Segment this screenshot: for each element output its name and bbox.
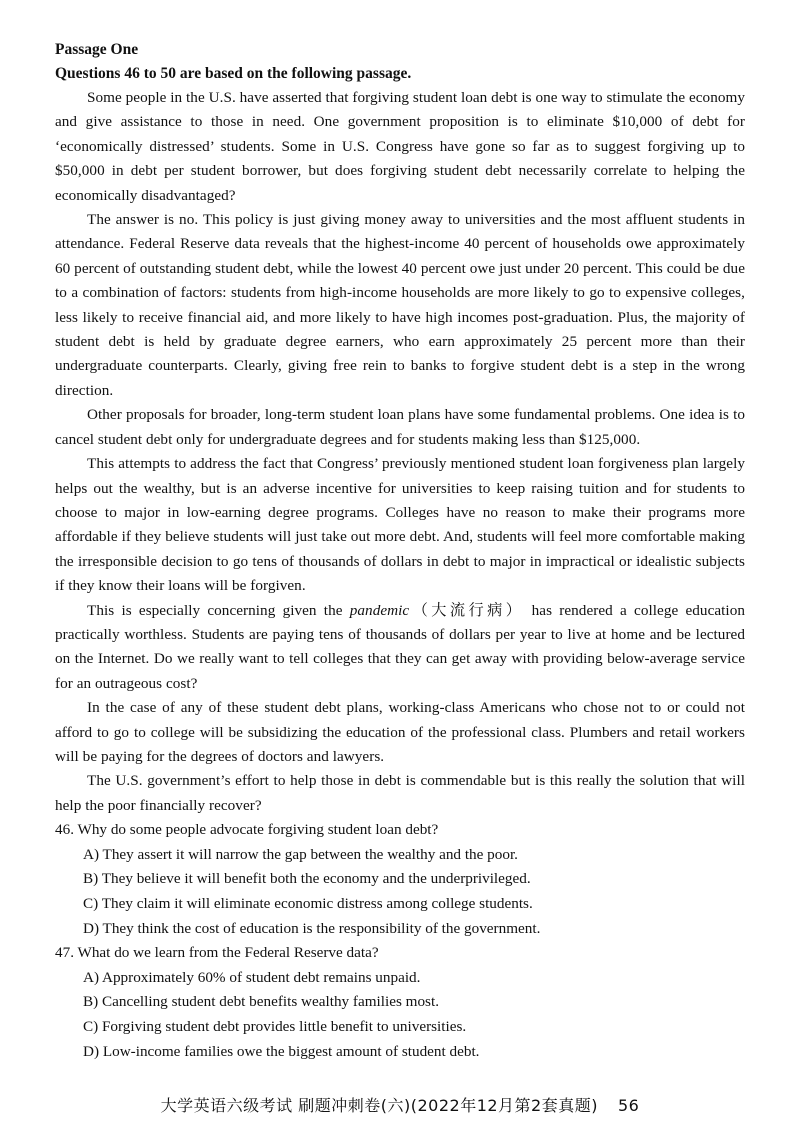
question-46-option-a: A) They assert it will narrow the gap between the wealthy and the poor. xyxy=(83,845,518,863)
question-47 xyxy=(55,941,745,1064)
passage-instruction: Questions 46 to 50 are based on the following passage. xyxy=(55,65,412,82)
question-47-option-b: B) Cancelling student debt benefits wealthy families most. xyxy=(83,993,439,1011)
paragraph-1: Some people in the U.S. have asserted that forgiving student loan debt is one way to stimulate the economy and give assistance to those in need. One government proposition is to eliminate $10,000 of debt for ‘economically distressed’ students. Some in U.S. Congress have gone so far as to suggest forgiving up to $50,000 in debt per student borrower, but does forgiving student debt necessarily correlate to helping the economically disadvantaged? xyxy=(55,89,745,204)
paragraph-7: The U.S. government’s effort to help those in debt is commendable but is this really the solution that will help the poor financially recover? xyxy=(55,772,745,814)
question-46-stem: 46. Why do some people advocate forgiving student loan debt? xyxy=(55,821,439,839)
page-number: 56 xyxy=(617,1096,640,1115)
paragraph-5-term: pandemic xyxy=(349,601,410,619)
question-47-stem: 47. What do we learn from the Federal Reserve data? xyxy=(55,944,379,962)
paragraph-4: This attempts to address the fact that Congress’ previously mentioned student loan forgiveness plan largely helps out the wealthy, but is an adverse incentive for universities to keep raising tuition and for students to choose to major in low-earning degree programs. Colleges have no reason to make their programs more affordable if they believe students will just take out more debt. And, students will feel more comfortable making the irresponsible decision to go tens of thousands of dollars in debt to major in impractical or idealistic subjects if they know their loans will be forgiven. xyxy=(55,455,745,595)
page-footer xyxy=(0,1093,800,1116)
passage-title: Passage One xyxy=(55,41,139,58)
paragraph-5 xyxy=(55,599,745,697)
footer-title: 大学英语六级考试 刷题冲刺卷(六)(2022年12月第2套真题) xyxy=(160,1096,598,1115)
question-47-option-a: A) Approximately 60% of student debt remains unpaid. xyxy=(83,968,421,986)
question-47-option-d: D) Low-income families owe the biggest amount of student debt. xyxy=(83,1042,480,1060)
content-area xyxy=(55,38,745,1064)
question-47-option-c: C) Forgiving student debt provides little benefit to universities. xyxy=(83,1017,467,1035)
paragraph-2: The answer is no. This policy is just giving money away to universities and the most affluent students in attendance. Federal Reserve data reveals that the highest-income 40 percent of households owe approximately 60 percent of outstanding student debt, while the lowest 40 percent owe just under 20 percent. This could be due to a combination of factors: students from high-income households are more likely to go to expensive colleges, less likely to receive financial aid, and more likely to have high incomes post-graduation. Plus, the majority of student debt is held by graduate degree earners, who earn approximately 25 percent more than their undergraduate counterparts. Clearly, giving free rein to banks to forgive student debt is a step in the wrong direction. xyxy=(55,211,745,399)
paragraph-6: In the case of any of these student debt plans, working-class Americans who chose not to or could not afford to go to college will be subsidizing the education of the professional class. Plumbers and retail workers will be paying for the degrees of doctors and lawyers. xyxy=(55,699,745,765)
question-46-option-d: D) They think the cost of education is the responsibility of the government. xyxy=(83,919,541,937)
paragraph-5-gloss: （大流行病） xyxy=(409,601,525,619)
paragraph-5-after: has rendered a college education practically worthless. Students are paying tens of thousands of dollars per year to live at home and be lectured on the Internet. Do we really want to tell colleges that they can get away with providing below-average service for an outrageous cost? xyxy=(55,601,745,692)
question-46-option-c: C) They claim it will eliminate economic distress among college students. xyxy=(83,894,533,912)
question-46-option-b: B) They believe it will benefit both the economy and the underprivileged. xyxy=(83,870,531,888)
question-46 xyxy=(55,818,745,941)
paragraph-3: Other proposals for broader, long-term student loan plans have some fundamental problems. One idea is to cancel student debt only for undergraduate degrees and for students making less than $125,000. xyxy=(55,406,745,448)
paragraph-5-before: This is especially concerning given the xyxy=(87,601,350,619)
